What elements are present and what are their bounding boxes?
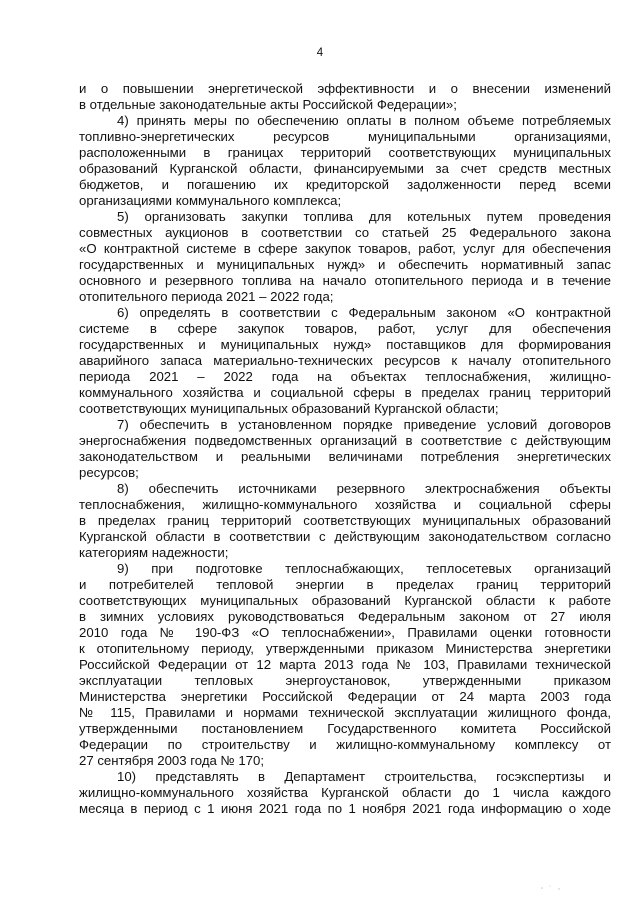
- text-line: «О контрактной системе в сфере закупок товаров, работ, услуг для обеспечения: [79, 241, 611, 256]
- text-line: государственных и муниципальных нужд» поставщиков для формирования: [79, 337, 611, 352]
- text-line: аварийного запаса материально-технических ресурсов к началу отопительного: [79, 353, 611, 368]
- text-line: теплоснабжения, жилищно-коммунального хозяйства и социальной сферы: [79, 497, 611, 512]
- text-line: энергоснабжения подведомственных организаций в соответствие с действующим: [79, 433, 611, 448]
- text-line: и о повышении энергетической эффективности и о внесении изменений: [79, 81, 611, 96]
- text-line: 5) организовать закупки топлива для котельных путем проведения: [117, 209, 611, 224]
- text-line: топливно-энергетических ресурсов муниципальными организациями,: [79, 129, 611, 144]
- text-line: и потребителей тепловой энергии в пределах границ территорий: [79, 577, 611, 592]
- text-line: образований Курганской области, финансируемыми за счет средств местных: [79, 161, 611, 176]
- text-line: в отдельные законодательные акты Российской Федерации»;: [79, 97, 457, 112]
- text-line: 4) принять меры по обеспечению оплаты в полном объеме потребляемых: [117, 113, 611, 128]
- text-line: категориям надежности;: [79, 545, 229, 560]
- text-line: Министерства энергетики Российской Федерации от 24 марта 2003 года: [79, 689, 611, 704]
- text-line: государственных и муниципальных нужд» и обеспечить нормативный запас: [79, 257, 611, 272]
- text-line: Федерации по строительству и жилищно-коммунальному комплексу от: [79, 737, 611, 752]
- text-line: в пределах границ территорий соответствующих муниципальных образований: [79, 513, 611, 528]
- text-line: организациями коммунального комплекса;: [79, 193, 342, 208]
- text-line: утвержденными постановлением Государственного комитета Российской: [79, 721, 611, 736]
- text-line: соответствующих муниципальных образований Курганской области;: [79, 401, 499, 416]
- page-number: 4: [316, 47, 324, 59]
- text-line: бюджетов, и погашению их кредиторской задолженности перед всеми: [79, 177, 611, 192]
- text-line: эксплуатации тепловых энергоустановок, утвержденными приказом: [79, 673, 611, 688]
- text-line: 9) при подготовке теплоснабжающих, теплосетевых организаций: [117, 561, 611, 576]
- text-line: к отопительному периоду, утвержденными приказом Министерства энергетики: [79, 641, 611, 656]
- scan-speckle-icon: [528, 882, 588, 902]
- text-line: Российской Федерации от 12 марта 2013 года № 103, Правилами технической: [79, 657, 611, 672]
- text-line: в зимних условиях руководствоваться Федеральным законом от 27 июля: [79, 609, 611, 624]
- text-line: основного и резервного топлива на начало отопительного периода и в течение: [79, 273, 611, 288]
- text-line: законодательством и реальными величинами потребления энергетических: [79, 449, 611, 464]
- text-line: соответствующих муниципальных образований Курганской области к работе: [79, 593, 611, 608]
- text-line: 8) обеспечить источниками резервного электроснабжения объекты: [117, 481, 611, 496]
- text-line: системе в сфере закупок товаров, работ, услуг для обеспечения: [79, 321, 611, 336]
- text-line: жилищно-коммунального хозяйства Курганской области до 1 числа каждого: [79, 785, 611, 800]
- scan-speckle-mark: [528, 882, 588, 902]
- text-line: расположенными в границах территорий соответствующих муниципальных: [79, 145, 611, 160]
- text-line: 10) представлять в Департамент строительства, госэкспертизы и: [117, 769, 611, 784]
- text-line: 27 сентября 2003 года № 170;: [79, 753, 265, 768]
- text-line: ресурсов;: [79, 465, 139, 480]
- text-line: месяца в период с 1 июня 2021 года по 1 ноября 2021 года информацию о ходе: [79, 801, 611, 816]
- text-line: 6) определять в соответствии с Федеральным законом «О контрактной: [117, 305, 611, 320]
- text-line: 7) обеспечить в установленном порядке приведение условий договоров: [117, 417, 611, 432]
- text-line: коммунального хозяйства и социальной сферы в пределах границ территорий: [79, 385, 611, 400]
- text-line: отопительного периода 2021 – 2022 года;: [79, 289, 334, 304]
- text-line: Курганской области в соответствии с действующим законодательством согласно: [79, 529, 611, 544]
- text-line: 2010 года № 190-ФЗ «О теплоснабжении», Правилами оценки готовности: [79, 625, 611, 640]
- text-line: периода 2021 – 2022 года на объектах теплоснабжения, жилищно-: [79, 369, 611, 384]
- text-line: № 115, Правилами и нормами технической эксплуатации жилищного фонда,: [79, 705, 611, 720]
- text-line: совместных аукционов в соответствии со статьей 25 Федерального закона: [79, 225, 611, 240]
